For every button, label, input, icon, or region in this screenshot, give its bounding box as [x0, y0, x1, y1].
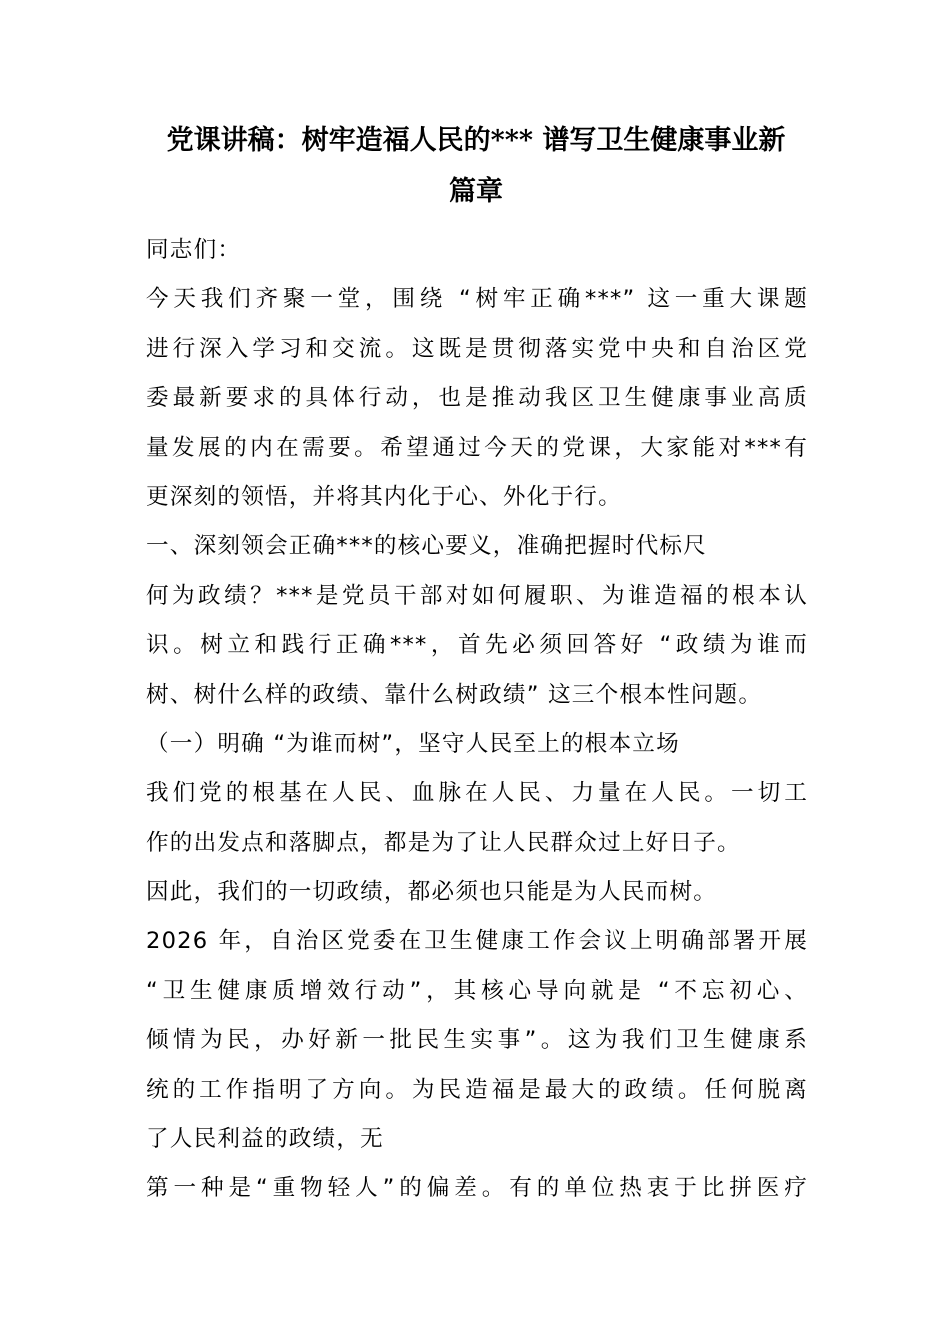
body-line: “卫生健康质增效行动”，其核心导向就是 “不忘初心、: [146, 977, 808, 1004]
body-line: 我们党的根基在人民、血脉在人民、力量在人民。一切工: [146, 780, 808, 807]
body-line: 作的出发点和落脚点，都是为了让人民群众过上好日子。: [146, 829, 741, 856]
subsection-heading: （一）明确 “为谁而树”，坚守人民至上的根本立场: [146, 730, 680, 757]
body-line: 因此，我们的一切政绩，都必须也只能是为人民而树。: [146, 879, 718, 906]
document-title-line-2: 篇章: [449, 176, 503, 207]
body-line: 委最新要求的具体行动，也是推动我区卫生健康事业高质: [146, 385, 808, 412]
body-line: 进行深入学习和交流。这既是贯彻落实党中央和自治区党: [146, 335, 808, 362]
body-line: 树、树什么样的政绩、靠什么树政绩” 这三个根本性问题。: [146, 681, 763, 708]
body-line: 倾情为民，办好新一批民生实事”。这为我们卫生健康系: [146, 1027, 808, 1054]
document-title-line-1: 党课讲稿：树牢造福人民的*** 谱写卫生健康事业新: [166, 125, 786, 156]
body-line: 量发展的内在需要。希望通过今天的党课，大家能对***有: [146, 434, 808, 461]
body-line: 今天我们齐聚一堂，围绕 “树牢正确***” 这一重大课题: [146, 286, 808, 313]
body-line: 何为政绩？***是党员干部对如何履职、为谁造福的根本认: [146, 582, 808, 609]
body-line: 了人民利益的政绩，无: [146, 1126, 384, 1153]
document-body: [146, 226, 808, 1214]
body-line: 第一种是“重物轻人”的偏差。有的单位热衷于比拼医疗: [146, 1175, 808, 1202]
body-line: 更深刻的领悟，并将其内化于心、外化于行。: [146, 483, 622, 510]
salutation: 同志们：: [146, 237, 242, 263]
body-line: 统的工作指明了方向。为民造福是最大的政绩。任何脱离: [146, 1076, 808, 1103]
body-line: 2026 年，自治区党委在卫生健康工作会议上明确部署开展: [146, 928, 808, 955]
section-heading: 一、深刻领会正确***的核心要义，准确把握时代标尺: [146, 533, 707, 560]
body-line: 识。树立和践行正确***，首先必须回答好 “政绩为谁而: [146, 632, 808, 659]
